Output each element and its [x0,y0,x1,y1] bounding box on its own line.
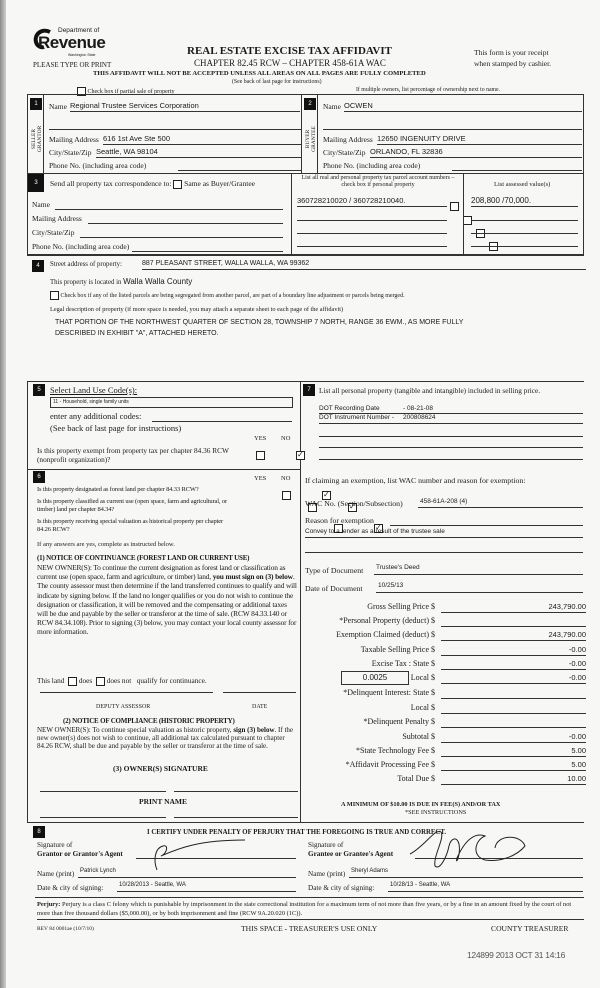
owner-signature-label: (3) OWNER(S) SIGNATURE [113,764,208,773]
reason-field-line[interactable] [390,516,583,526]
personal-property-line-1[interactable]: DOT Recording Date - 08-21-08 [319,405,583,414]
grantee-date-field[interactable]: 10/28/13 - Seattle, WA [388,882,583,892]
treasurer-use-only: THIS SPACE - TREASURER'S USE ONLY [241,924,378,933]
seller-name-field[interactable]: Regional Trustee Services Corporation [70,101,300,112]
if-yes-note: If any answers are yes, complete as instructed below. [37,541,175,548]
parcel-row-1[interactable]: 360728210020 / 360728210040. [297,196,447,207]
additional-codes-field[interactable] [152,411,292,422]
minimum-due-note: A MINIMUM OF $10.00 IS DUE IN FEE(S) AND/OR TAX [341,801,501,808]
seller-side-label: SELLER GRANTOR [31,125,43,153]
personal-property-line-2[interactable]: DOT Instrument Number - 200808624 [319,414,583,424]
corr-phone-field[interactable] [132,242,283,252]
reason-field-2[interactable] [305,543,583,553]
exempt-no-checkbox[interactable] [296,451,305,460]
seller-address-field[interactable]: 616 1st Ave Ste 500 [103,134,301,145]
section-3-correspondence [27,173,292,255]
land-use-see-back: (See back of last page for instructions) [50,423,182,433]
excise-local-row: Local $ -0.00 [410,673,586,682]
buyer-address-label: Mailing Address [323,135,373,144]
owner-sig-line-1[interactable] [40,791,166,792]
doc-date-label: Date of Document [305,584,363,593]
doc-date-field[interactable]: 10/25/13 [376,582,583,593]
subtotal-row: Subtotal $ -0.00 [402,732,586,741]
deputy-assessor-sig-line[interactable] [40,692,213,693]
buyer-city-field[interactable]: ORLANDO, FL 32836 [370,147,582,158]
form-subtitle: CHAPTER 82.45 RCW – CHAPTER 458-61A WAC [194,58,386,68]
s6-no-header: NO [281,475,291,482]
buyer-phone-label: Phone No. (including area code) [323,161,421,170]
buyer-name-field[interactable]: OCWEN [344,101,582,112]
delinquent-interest-local-field[interactable] [441,703,586,714]
parcel-row-2[interactable] [297,211,447,221]
receipt-note-2: when stamped by cashier. [474,59,552,68]
corr-address-label: Mailing Address [32,214,82,223]
delinquent-interest-local-row: Local $ [305,703,590,715]
certify-statement: I CERTIFY UNDER PENALTY OF PERJURY THAT THE FOREGOING IS TRUE AND CORRECT. [147,829,447,836]
lower-column-divider [300,381,301,822]
parcel-header: List all real and personal property tax parcel account numbers – check box if personal property [301,175,455,188]
exempt-yes-header: YES [254,435,267,442]
total-due-row: Total Due $ 10.00 [397,774,586,783]
parcel-list [291,173,464,255]
segregated-checkbox[interactable] [50,291,59,300]
personal-property-line-3[interactable] [319,427,583,437]
buyer-city-label: City/State/Zip [323,148,366,157]
notice-2-text: NEW OWNER(S): To continue special valuation as historic property, sign (3) below. If the new owner(s) does not wish to continue, all additional tax calculated pursuant to chapter 84.26 RCW, shall be due and payable by the seller or transferor at the time of sale. [37,726,294,750]
land-use-label: Select Land Use Code(s): [50,385,138,395]
buyer-address-field[interactable]: 12650 INGENUITY DRIVE [377,134,582,145]
excise-local-field[interactable]: -0.00 [441,673,586,684]
taxable-selling-price-row: Taxable Selling Price $ -0.00 [360,645,586,654]
lower-left-border [27,381,28,822]
grantor-date-field[interactable]: 10/28/2013 - Seattle, WA [117,882,296,892]
tech-fee-row: *State Technology Fee $ 5.00 [355,746,586,755]
segregated-label: Check box if any of the listed parcels are being segregated from another parcel, are part of a boundary line adjustment or parcels being merged. [60,292,405,299]
forest-yes-checkbox[interactable] [282,491,291,500]
buyer-side-label: BUYER GRANTEE [305,126,317,152]
land-use-select[interactable]: 11 - Household, single family units [50,397,293,408]
reason-field[interactable]: Convey to a lender as a result of the trustee sale [305,528,583,538]
section-2-buyer [301,94,584,174]
section-4-number: 4 [32,260,44,272]
seller-city-label: City/State/Zip [49,148,92,157]
tech-fee-field[interactable]: 5.00 [441,746,586,757]
exempt-question: Is this property exempt from property tax per chapter 84.36 RCW (nonprofit organization)? [37,446,229,464]
notice-2-title: (2) NOTICE OF COMPLIANCE (HISTORIC PROPERTY) [63,717,235,725]
dor-logo [32,24,106,66]
reason-label: Reason for exemption [305,516,374,525]
grantor-name-label: Name (print) [37,870,75,878]
form-title: REAL ESTATE EXCISE TAX AFFIDAVIT [187,45,392,57]
lower-top-rule [27,381,584,382]
gross-selling-price-row: Gross Selling Price $ 243,790.00 [367,602,586,611]
subtotal-field[interactable]: -0.00 [441,732,586,743]
section-3-number: 3 [28,174,44,192]
processing-fee-field[interactable]: 5.00 [441,760,586,771]
section-8-number: 8 [33,826,45,838]
assessed-header: List assessed value(s) [494,181,551,188]
grantee-date-label: Date & city of signing: [308,884,375,892]
total-due-field[interactable]: 10.00 [441,774,586,785]
parcel-row-1-personal-checkbox[interactable] [450,202,459,211]
personal-property-line-4[interactable] [319,438,583,448]
current-use-question: Is this property classified as current use (open space, farm and agricultural, or timber) land per chapter 84.34? [37,498,227,513]
section-6-top-rule [27,469,300,470]
delinquent-penalty-row: *Delinquent Penalty $ [305,717,590,729]
wac-label: WAC No. (Section/Subsection) [305,499,403,508]
county-field[interactable]: Walla Walla County [123,277,193,286]
section-6-number: 6 [33,471,45,483]
correspondence-label: Send all property tax correspondence to: Same as Buyer/Grantee [50,179,255,188]
corr-city-field[interactable] [80,228,283,238]
partial-sale-label: Check box if partial sale of property [87,88,175,95]
buyer-name-label: Name [323,102,341,111]
legal-label: Legal description of property (if more space is needed, you may attach a separate sheet to each page of the affidavit) [50,306,344,313]
segregated-row[interactable] [50,291,405,300]
historic-question: Is this property receiving special valuation as historical property per chapter 84.26 RCW? [37,518,223,533]
corr-phone-label: Phone No. (including area code) [32,242,130,251]
please-type: PLEASE TYPE OR PRINT [33,61,112,69]
grantee-sig-label: Signature of Grantee or Grantee's Agent [308,841,394,858]
print-name-line-2[interactable] [174,817,298,818]
county-treasurer: COUNTY TREASURER [491,924,569,933]
buyer-phone-field[interactable] [452,161,582,171]
parcel-row-4[interactable] [297,237,447,247]
assessed-row-1[interactable]: 208,800 /70,000. [471,196,578,207]
does-qualify-checkbox[interactable] [68,677,77,686]
section-7-number: 7 [303,384,315,396]
assessed-values [463,173,584,255]
personal-property-deduct-row: *Personal Property (deduct) $ [305,616,590,628]
see-back-note: (See back of last page for instructions) [232,79,322,85]
owner-sig-line-2[interactable] [174,791,298,792]
notice-1-text: NEW OWNER(S): To continue the current designation as forest land or classification as current use (open space, farm and agriculture, or timber) land, you must sign on (3) below. The county assessor must then determine if the land transferred continues to qualify and will indicate by signing below. If the land no longer qualifies or you do not wish to continue the designation or classification, it will be removed and the compensating or additional taxes will be due and payable by the seller or transferor at the time of sale. (RCW 84.33.140 or RCW 84.34.108). Prior to signing (3) below, you may contact your local county assessor for more information. [37,563,297,637]
section-2-number: 2 [304,98,316,110]
grantee-name-label: Name (print) [308,870,346,878]
logo-dept: Department of [58,27,100,34]
assessed-row-4[interactable] [471,237,578,247]
print-name-line-1[interactable] [40,817,166,818]
receipt-note-1: This form is your receipt [474,48,549,57]
seller-address-label: Mailing Address [49,135,99,144]
corr-name-field[interactable] [55,200,283,210]
processing-fee-row: *Affidavit Processing Fee $ 5.00 [345,760,586,769]
local-rate-box[interactable]: 0.0025 [341,671,409,685]
assessed-row-3[interactable] [471,224,578,234]
exempt-no-header: NO [281,435,291,442]
excise-state-field[interactable]: -0.00 [441,659,586,670]
seller-phone-field[interactable] [178,161,301,171]
perjury-statement: Perjury: Perjury is a class C felony which is punishable by imprisonment in the state correctional institution for a maximum term of not more than five years, or by a fine in an amount fixed by the court of not more than five thousand dollars ($5,000.00), or by both imprisonment and fine (RCW 9A.20.020 (1C)). [37,901,584,920]
continuance-row: This land does does not qualify for continuance. [37,676,207,685]
section-1-seller [27,94,302,174]
footer-top-rule [35,897,584,898]
located-label: This property is located in Walla Walla County [50,277,193,286]
legal-description-line-2[interactable]: DESCRIBED IN EXHIBIT "A", ATTACHED HERETO. [55,330,219,337]
s6-yes-header: YES [254,475,267,482]
personal-property-label: List all personal property (tangible and intangible) included in selling price. [319,386,541,395]
exemption-claimed-field[interactable]: 243,790.00 [441,630,586,641]
seller-phone-label: Phone No. (including area code) [49,161,147,170]
corr-name-label: Name [32,200,50,209]
logo-revenue: Revenue [38,33,106,52]
deputy-date-label: DATE [252,704,268,710]
grantee-name-field[interactable]: Sheryl Adams [349,868,583,878]
seller-city-field[interactable]: Seattle, WA 98104 [96,147,301,158]
personal-property-deduct-field[interactable] [441,616,586,627]
same-as-buyer-checkbox[interactable] [173,180,182,189]
taxable-selling-price-field[interactable]: -0.00 [441,645,586,656]
additional-codes-label: enter any additional codes: [50,411,142,421]
form-id: REV 84 0001ae (10/7/10) [37,926,94,932]
street-address-field[interactable]: 887 PLEASANT STREET, WALLA WALLA, WA 99362 [142,260,586,270]
seller-name-label: Name [49,102,67,111]
scan-edge-shadow [0,0,6,988]
exemption-label: If claiming an exemption, list WAC number and reason for exemption: [305,476,526,485]
doc-type-label: Type of Document [305,566,364,575]
delinquent-interest-state-field[interactable] [441,688,586,699]
parcel-row-3[interactable] [297,224,447,234]
cashier-stamp: 124899 2013 OCT 31 14:16 [467,950,566,960]
buyer-name-field-2[interactable] [323,121,582,130]
notice-1-title: (1) NOTICE OF CONTINUANCE (FOREST LAND OR CURRENT USE) [37,554,250,562]
exemption-claimed-row: Exemption Claimed (deduct) $ 243,790.00 [336,630,586,639]
grantor-sig-label: Signature of Grantor or Grantor's Agent [37,841,123,858]
section-4-top-rule [27,255,584,256]
personal-property-line-5[interactable] [319,450,583,460]
legal-description-line-1[interactable]: THAT PORTION OF THE NORTHWEST QUARTER OF SECTION 28, TOWNSHIP 7 NORTH, RANGE 36 EWM., AS MORE FULLY [55,319,464,326]
see-instructions-note: *SEE INSTRUCTIONS [405,809,467,816]
gross-selling-price-field[interactable]: 243,790.00 [441,602,586,613]
seller-name-field-2[interactable] [49,121,301,130]
street-label: Street address of property: [50,261,122,268]
exempt-yes-checkbox[interactable] [256,451,265,460]
section-8-top-rule [27,822,584,823]
doc-type-field[interactable]: Trustee's Deed [374,564,583,575]
logo-state: Washington State [68,53,96,57]
section-1-number: 1 [30,98,42,110]
grantor-name-field[interactable]: Patrick Lynch [78,868,296,878]
delinquent-penalty-field[interactable] [441,717,586,728]
section-5-number: 5 [33,384,45,396]
grantor-signature-scribble-icon [135,832,255,872]
delinquent-interest-state-row: *Delinquent Interest: State $ [305,688,590,700]
deputy-date-line[interactable] [223,692,296,693]
forest-question: Is this property designated as forest land per chapter 84.33 RCW? [37,486,199,493]
assessed-row-2[interactable] [471,211,578,221]
wac-field[interactable]: 458-61A-208 (4) [418,498,583,508]
multiple-owners-note: If multiple owners, list percentage of ownership next to name. [356,87,501,93]
corr-address-field[interactable] [88,214,283,224]
excise-state-row: Excise Tax : State $ -0.00 [371,659,586,668]
corr-city-label: City/State/Zip [32,228,75,237]
does-not-qualify-checkbox[interactable] [96,677,105,686]
acceptance-warning: THIS AFFIDAVIT WILL NOT BE ACCEPTED UNLESS ALL AREAS ON ALL PAGES ARE FULLY COMPLETED [93,70,426,77]
grantor-date-label: Date & city of signing: [37,884,104,892]
print-name-label: PRINT NAME [139,797,187,806]
deputy-assessor-label: DEPUTY ASSESSOR [96,704,151,710]
